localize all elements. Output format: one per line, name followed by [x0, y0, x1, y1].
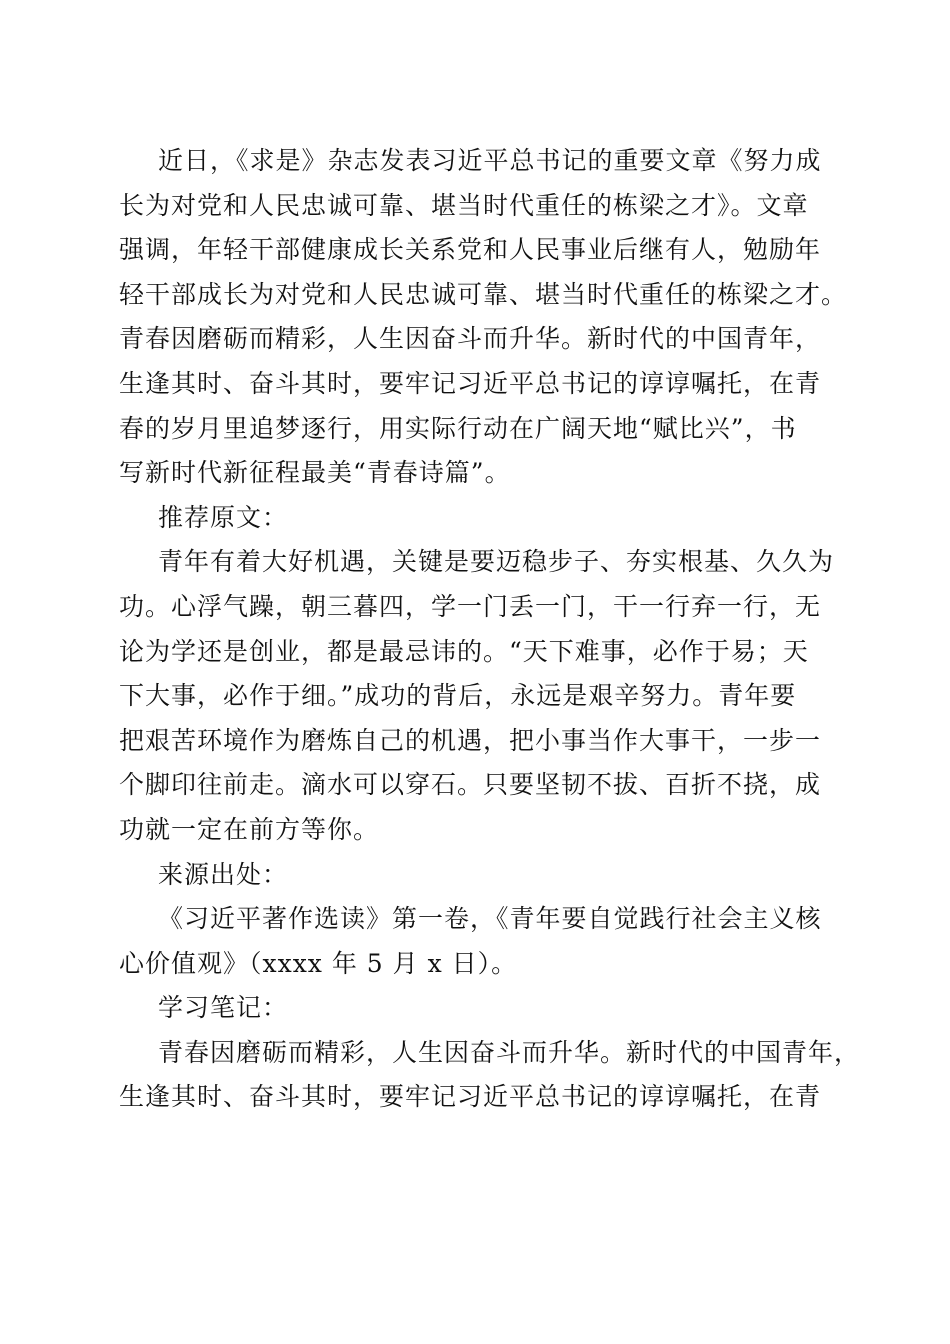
paragraph-notes-line: 生逢其时、奋斗其时，要牢记习近平总书记的谆谆嘱托，在青	[119, 1082, 822, 1112]
paragraph-notes-line: 青春因磨砺而精彩，人生因奋斗而升华。新时代的中国青年，	[158, 1037, 861, 1067]
paragraph-original-line: 功就一定在前方等你。	[119, 814, 380, 844]
section-heading-original: 推荐原文：	[158, 502, 289, 532]
paragraph-intro-line: 强调，年轻干部健康成长关系党和人民事业后继有人，勉励年	[119, 235, 822, 265]
paragraph-source-line: 《习近平著作选读》第一卷，《青年要自觉践行社会主义核	[158, 904, 822, 934]
paragraph-original-line: 把艰苦环境作为磨炼自己的机遇，把小事当作大事干，一步一	[119, 725, 822, 755]
paragraph-original-line: 个脚印往前走。滴水可以穿石。只要坚韧不拔、百折不挠，成	[119, 770, 822, 800]
paragraph-intro-line: 轻干部成长为对党和人民忠诚可靠、堪当时代重任的栋梁之才。	[119, 279, 848, 309]
paragraph-intro-line: 生逢其时、奋斗其时，要牢记习近平总书记的谆谆嘱托，在青	[119, 368, 822, 398]
paragraph-intro-line: 长为对党和人民忠诚可靠、堪当时代重任的栋梁之才》。文章	[119, 190, 809, 220]
paragraph-intro-line: 青春因磨砺而精彩，人生因奋斗而升华。新时代的中国青年，	[119, 324, 822, 354]
paragraph-original-line: 功。心浮气躁，朝三暮四，学一门丢一门，干一行弃一行，无	[119, 591, 822, 621]
paragraph-original-line: 青年有着大好机遇，关键是要迈稳步子、夯实根基、久久为	[158, 547, 835, 577]
paragraph-intro-line: 写新时代新征程最美“青春诗篇”。	[119, 458, 511, 488]
paragraph-intro-line: 近日，《求是》杂志发表习近平总书记的重要文章《努力成	[158, 146, 822, 175]
section-heading-source: 来源出处：	[158, 859, 289, 889]
document-body	[119, 139, 861, 1120]
paragraph-source-line: 心价值观》（xxxx 年 5 月 x 日）。	[119, 948, 518, 978]
paragraph-intro-line: 春的岁月里追梦逐行，用实际行动在广阔天地“赋比兴”，书	[119, 413, 797, 443]
paragraph-original-line: 下大事，必作于细。”成功的背后，永远是艰辛努力。青年要	[119, 681, 797, 711]
paragraph-original-line: 论为学还是创业，都是最忌讳的。“天下难事，必作于易；天	[119, 636, 809, 666]
section-heading-notes: 学习笔记：	[158, 993, 289, 1023]
